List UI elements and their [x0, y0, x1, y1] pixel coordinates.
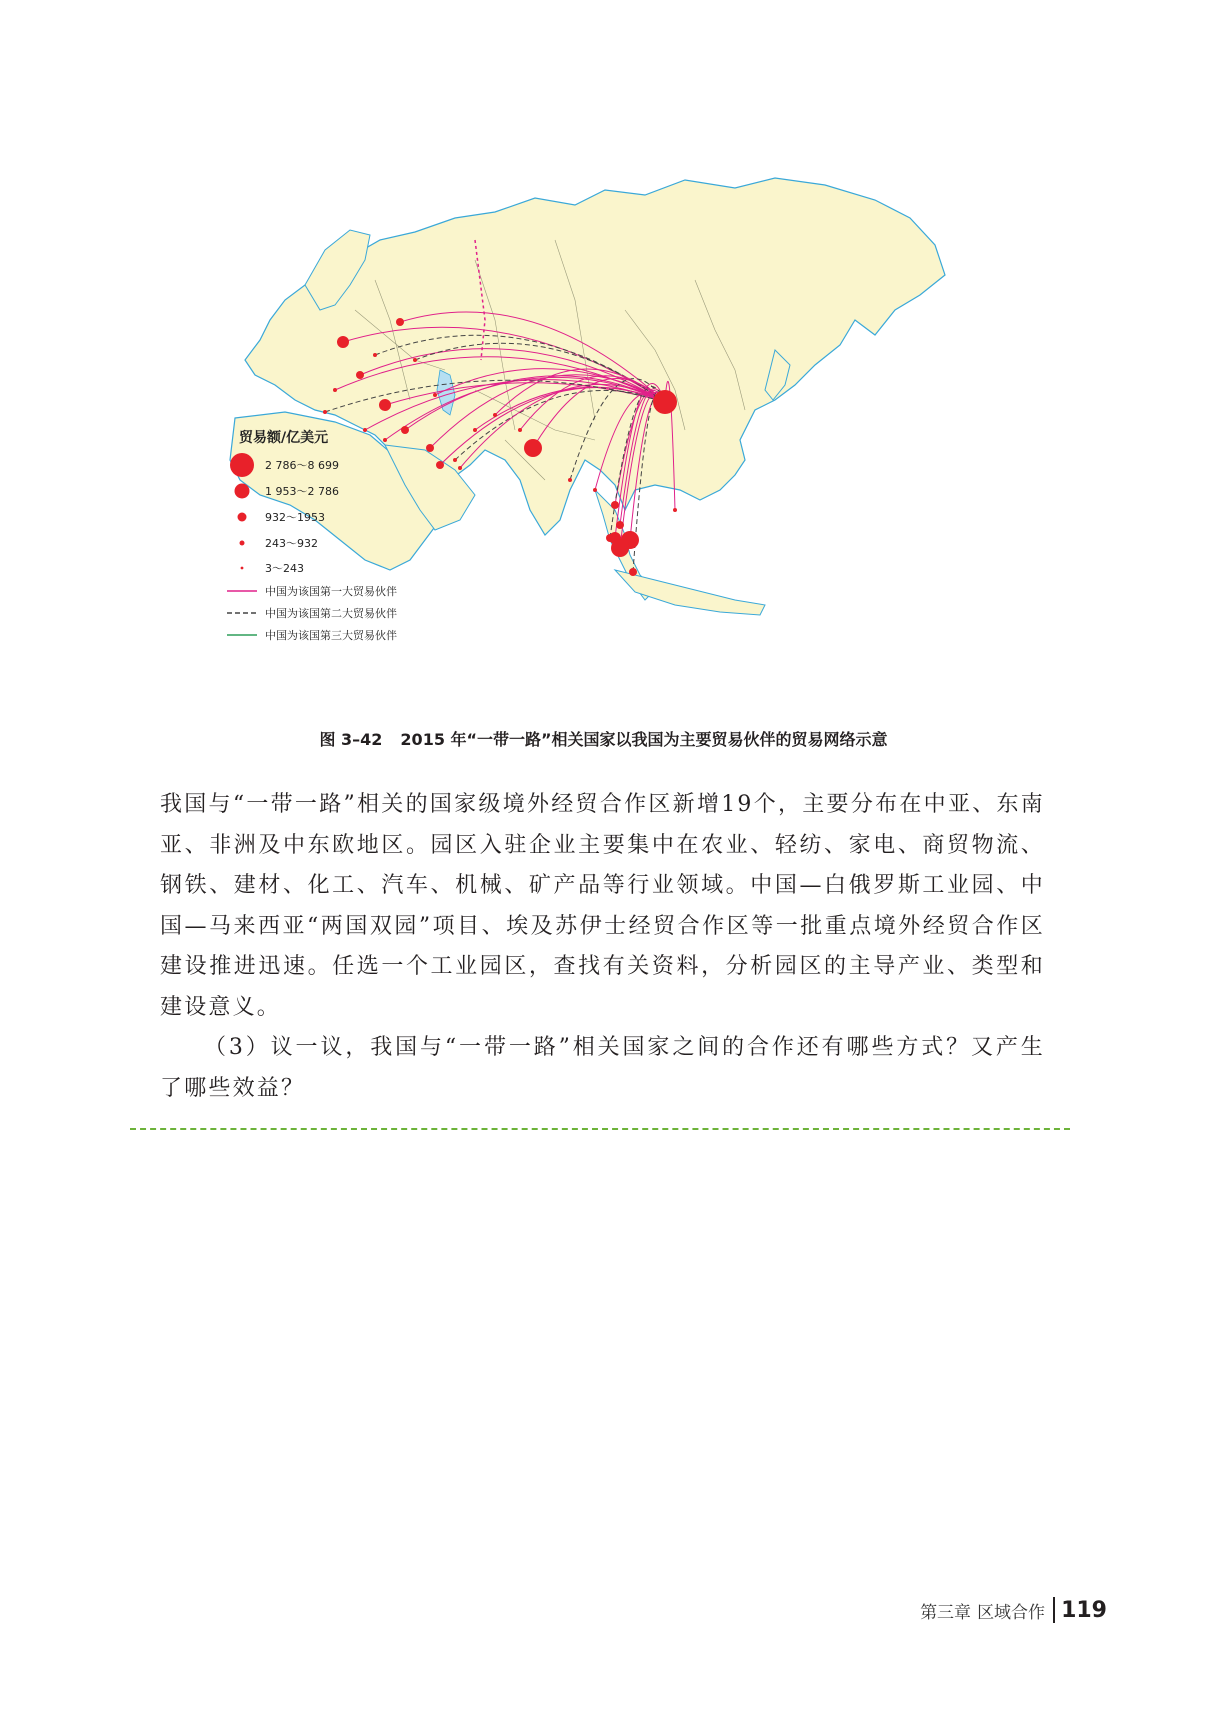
trade-partner-dot: [337, 336, 349, 348]
trade-partner-dot: [453, 458, 457, 462]
trade-partner-dot: [593, 488, 597, 492]
legend-size-2: 1 953～2 786: [265, 485, 339, 498]
legend-line-1: 中国为该国第一大贸易伙伴: [265, 585, 397, 598]
dashed-divider: [130, 1128, 1070, 1130]
body-text: [160, 785, 1045, 1109]
paragraph-2: （3）议一议，我国与“一带一路”相关国家之间的合作还有哪些方式？又产生了哪些效益？: [160, 1035, 1045, 1101]
figure-title: 2015 年“一带一路”相关国家以我国为主要贸易伙伴的贸易网络示意: [400, 730, 888, 749]
trade-partner-dot: [356, 371, 364, 379]
legend-line-2: 中国为该国第二大贸易伙伴: [265, 607, 397, 620]
trade-partner-dot: [518, 428, 522, 432]
legend-dot-4: [240, 541, 245, 546]
footer-section: 区域合作: [977, 1602, 1046, 1623]
trade-partner-dot: [611, 539, 629, 557]
legend-size-5: 3～243: [265, 562, 304, 575]
trade-partner-dot: [611, 501, 619, 509]
trade-partner-dot: [396, 318, 404, 326]
trade-partner-dot: [524, 439, 542, 457]
trade-partner-dot: [568, 478, 572, 482]
china-hub-dot: [653, 390, 677, 414]
trade-partner-dot: [493, 413, 497, 417]
trade-partner-dot: [436, 461, 444, 469]
trade-network-map: [175, 160, 1015, 710]
footer-chapter: 第三章: [920, 1602, 972, 1623]
legend-size-3: 932～1953: [265, 511, 325, 524]
trade-partner-dot: [616, 521, 624, 529]
landmass-indonesia: [615, 570, 765, 615]
legend-dot-5: [241, 567, 244, 570]
trade-partner-dot: [363, 428, 367, 432]
page-footer: [920, 1597, 1107, 1623]
trade-partner-dot: [458, 466, 462, 470]
trade-partner-dot: [673, 508, 677, 512]
legend-title: 贸易额/亿美元: [239, 430, 329, 446]
trade-partner-dot: [426, 444, 434, 452]
legend-dot-2: [235, 484, 250, 499]
footer-divider-bar: [1053, 1597, 1055, 1623]
figure-number: 图 3–42: [319, 730, 383, 749]
paragraph-1: 我国与“一带一路”相关的国家级境外经贸合作区新增19个，主要分布在中亚、东南亚、非洲及中东欧地区。园区入驻企业主要集中在农业、轻纺、家电、商贸物流、钢铁、建材、化工、汽车、机械、矿产品等行业领域。中国—白俄罗斯工业园、中国—马来西亚“两国双园”项目、埃及苏伊士经贸合作区等一批重点境外经贸合作区建设推进迅速。任选一个工业园区，查找有关资料，分析园区的主导产业、类型和建设意义。: [160, 792, 1045, 1020]
trade-partner-dot: [413, 358, 417, 362]
trade-partner-dot: [323, 410, 327, 414]
trade-partner-dot: [383, 438, 387, 442]
figure-caption: [0, 727, 1207, 750]
trade-partner-dot: [401, 426, 409, 434]
trade-partner-dot: [333, 388, 337, 392]
legend-dot-1: [230, 453, 254, 477]
trade-partner-dot: [473, 428, 477, 432]
legend-size-4: 243～932: [265, 537, 318, 550]
map-svg: [175, 160, 1015, 710]
page-number: 119: [1061, 1597, 1107, 1623]
trade-partner-dot: [629, 568, 637, 576]
legend-size-1: 2 786～8 699: [265, 459, 339, 472]
trade-partner-dot: [379, 399, 391, 411]
legend-dot-3: [238, 513, 247, 522]
legend-line-3: 中国为该国第三大贸易伙伴: [265, 629, 397, 642]
trade-partner-dot: [373, 353, 377, 357]
trade-partner-dot: [433, 393, 437, 397]
